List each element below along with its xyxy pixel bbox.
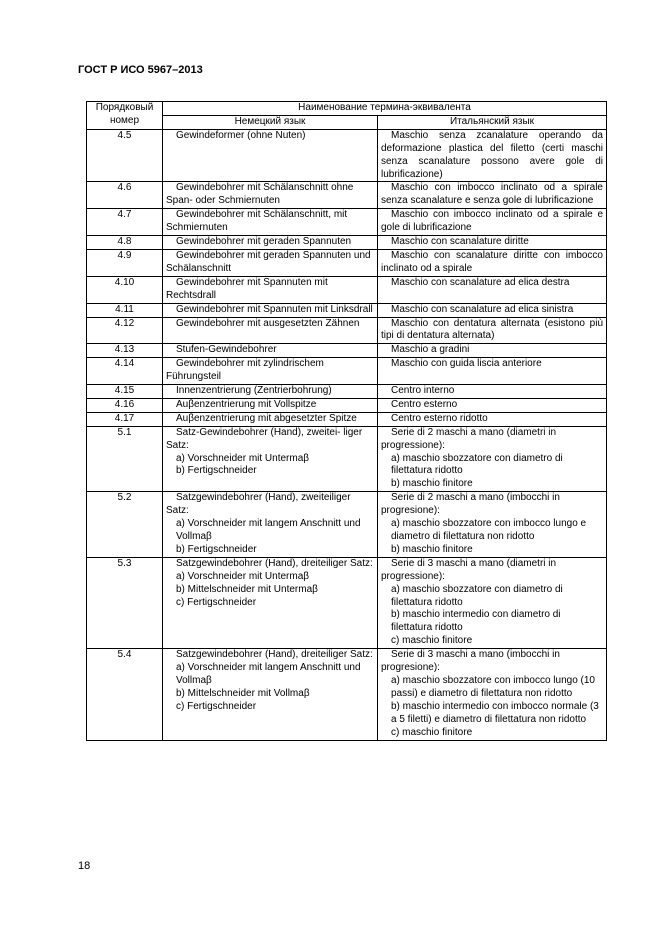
table-row [87, 385, 607, 399]
italian-term [378, 426, 607, 492]
italian-term-line: Maschio con imbocco inclinato od a spirale e gole di lubrificazione [381, 209, 603, 234]
italian-term [378, 317, 607, 344]
german-term-line: b) Fertigschneider [176, 543, 257, 555]
italian-term-line: Serie di 2 maschi a mano (imbocchi in progresione): [381, 492, 560, 517]
italian-term-line: Serie di 2 maschi a mano (diametri in progressione): [381, 426, 557, 451]
german-term-line: Gewindebohrer mit zylindrischem Führungsteil [166, 358, 324, 383]
terms-table [86, 101, 607, 741]
term-number: 4.8 [87, 236, 163, 250]
german-term-line: a) Vorschneider mit Untermaβ [176, 452, 310, 464]
german-term-line: Satzgewindebohrer (Hand), dreiteiliger Satz: [176, 649, 373, 661]
table-row [87, 649, 607, 740]
german-term-line: a) Vorschneider mit langem Anschnitt und Vollmaβ [176, 662, 361, 686]
italian-term [378, 129, 607, 182]
italian-term-line: Maschio senza zcanalature operando da deformazione plastica del filetto (certi maschi senza scanalature possono avere gole di lubrificazione) [381, 129, 603, 180]
term-number: 4.11 [87, 303, 163, 317]
german-term [163, 182, 378, 209]
italian-term-line: Centro interno [391, 385, 455, 397]
italian-term [378, 649, 607, 740]
italian-term [378, 249, 607, 276]
german-term-line: b) Mittelschneider mit Vollmaβ [176, 687, 310, 699]
table-row [87, 209, 607, 236]
german-term-line: Gewindebohrer mit Schälanschnitt ohne Span- oder Schmiernuten [166, 182, 354, 207]
term-number: 4.17 [87, 412, 163, 426]
italian-term-line: b) maschio finitore [391, 478, 473, 490]
term-number: 4.16 [87, 398, 163, 412]
table-row [87, 236, 607, 250]
german-term [163, 303, 378, 317]
german-term [163, 649, 378, 740]
term-number: 4.5 [87, 129, 163, 182]
table-row [87, 557, 607, 648]
german-term-line: Innenzentrierung (Zentrierbohrung) [176, 385, 332, 397]
table-row [87, 398, 607, 412]
german-term-line: Gewindebohrer mit geraden Spannuten [176, 236, 352, 248]
term-number: 5.1 [87, 426, 163, 492]
table-row [87, 276, 607, 303]
col-german-header: Немецкий язык [163, 115, 378, 129]
italian-term-line: Centro esterno ridotto [391, 412, 488, 424]
term-number: 4.9 [87, 249, 163, 276]
term-number: 4.6 [87, 182, 163, 209]
term-number: 5.3 [87, 557, 163, 648]
italian-term [378, 344, 607, 358]
term-number: 4.15 [87, 385, 163, 399]
german-term-line: b) Mittelschneider mit Untermaβ [176, 583, 318, 595]
italian-term [378, 385, 607, 399]
italian-term-line: Maschio con scanalature diritte con imbocco inclinato od a spirale [381, 249, 603, 274]
table-row [87, 412, 607, 426]
italian-term-line: Maschio con imbocco inclinato od a spirale senza scanalature e senza gole di lubrificazione [381, 182, 603, 207]
italian-term-line: Serie di 3 maschi a mano (imbocchi in progresione): [381, 649, 560, 674]
german-term-line: Gewindebohrer mit ausgesetzten Zähnen [176, 317, 360, 329]
german-term [163, 492, 378, 558]
german-term-line: Satzgewindebohrer (Hand), dreiteiliger Satz: [176, 557, 373, 569]
german-term [163, 317, 378, 344]
italian-term [378, 276, 607, 303]
term-number: 4.13 [87, 344, 163, 358]
german-term [163, 129, 378, 182]
italian-term-line: Centro esterno [391, 398, 458, 410]
italian-term-line: Maschio con scanalature diritte [391, 236, 529, 248]
italian-term [378, 209, 607, 236]
italian-term-line: c) maschio finitore [391, 635, 473, 647]
italian-term [378, 303, 607, 317]
italian-term-line: Maschio con guida liscia anteriore [391, 358, 542, 370]
german-term-line: b) Fertigschneider [176, 465, 257, 477]
italian-term [378, 557, 607, 648]
italian-term-line: c) maschio finitore [391, 726, 473, 738]
table-row [87, 249, 607, 276]
term-number: 4.10 [87, 276, 163, 303]
italian-term-line: Maschio con scanalature ad elica destra [391, 276, 570, 288]
german-term [163, 385, 378, 399]
italian-term [378, 398, 607, 412]
term-number: 4.14 [87, 358, 163, 385]
table-row [87, 492, 607, 558]
german-term-line: Auβenzentrierung mit Vollspitze [176, 398, 317, 410]
german-term-line: Gewindebohrer mit Spannuten mit Rechtsdrall [166, 276, 328, 301]
german-term-line: Satzgewindebohrer (Hand), zweiteiliger Satz: [166, 492, 351, 517]
col-number-header: Порядковый номер [87, 102, 163, 130]
italian-term-line: a) maschio sbozzatore con diametro di filettatura ridotto [391, 452, 563, 477]
german-term-line: Gewindebohrer mit Schälanschnitt, mit Schmiernuten [166, 209, 348, 234]
table-body [87, 129, 607, 740]
italian-term [378, 358, 607, 385]
italian-term [378, 182, 607, 209]
german-term-line: a) Vorschneider mit Untermaβ [176, 570, 310, 582]
german-term [163, 398, 378, 412]
table-row [87, 317, 607, 344]
italian-term-line: Maschio con dentatura alternata (esistono più tipi di dentatura alternata) [381, 317, 603, 342]
table-row [87, 426, 607, 492]
italian-term-line: a) maschio sbozzatore con imbocco lungo (10 passi) e diametro di filettatura non ridotto [391, 674, 595, 699]
german-term [163, 344, 378, 358]
term-number: 4.12 [87, 317, 163, 344]
italian-term-line: Maschio con scanalature ad elica sinistra [391, 303, 574, 315]
italian-term-line: b) maschio intermedio con imbocco normale (3 a 5 filetti) e diametro di filettatura non ridotto [391, 700, 599, 725]
german-term [163, 249, 378, 276]
german-term-line: Gewindeformer (ohne Nuten) [176, 129, 306, 141]
italian-term-line: a) maschio sbozzatore con diametro di filettatura ridotto [391, 583, 563, 608]
german-term [163, 557, 378, 648]
col-italian-header: Итальянский язык [378, 115, 607, 129]
german-term [163, 358, 378, 385]
german-term-line: c) Fertigschneider [176, 700, 257, 712]
german-term-line: c) Fertigschneider [176, 596, 257, 608]
table-row [87, 129, 607, 182]
page-number: 18 [78, 860, 91, 872]
german-term-line: Gewindebohrer mit Spannuten mit Linksdrall [176, 303, 373, 315]
italian-term [378, 412, 607, 426]
german-term-line: Satz-Gewindebohrer (Hand), zweitei- liger Satz: [166, 426, 363, 451]
col-equivalent-header: Наименование термина-эквивалента [163, 102, 607, 116]
table-row [87, 303, 607, 317]
term-number: 5.2 [87, 492, 163, 558]
italian-term-line: b) maschio finitore [391, 543, 473, 555]
table-row [87, 358, 607, 385]
italian-term [378, 492, 607, 558]
italian-term-line: Maschio a gradini [391, 344, 470, 356]
german-term-line: Stufen-Gewindebohrer [176, 344, 277, 356]
italian-term-line: a) maschio sbozzatore con imbocco lungo e diametro di filettatura non ridotto [391, 518, 587, 542]
table-row [87, 344, 607, 358]
german-term-line: a) Vorschneider mit langem Anschnitt und Vollmaβ [176, 518, 361, 542]
term-number: 5.4 [87, 649, 163, 740]
german-term [163, 276, 378, 303]
italian-term-line: b) maschio intermedio con diametro di filettatura ridotto [391, 609, 561, 634]
table-row [87, 182, 607, 209]
german-term-line: Gewindebohrer mit geraden Spannuten und Schälanschnitt [166, 249, 371, 274]
german-term-line: Auβenzentrierung mit abgesetzter Spitze [176, 412, 357, 424]
document-header: ГОСТ Р ИСО 5967–2013 [78, 64, 203, 76]
italian-term-line: Serie di 3 maschi a mano (diametri in progressione): [381, 557, 557, 582]
german-term [163, 412, 378, 426]
german-term [163, 426, 378, 492]
term-number: 4.7 [87, 209, 163, 236]
german-term [163, 236, 378, 250]
german-term [163, 209, 378, 236]
italian-term [378, 236, 607, 250]
